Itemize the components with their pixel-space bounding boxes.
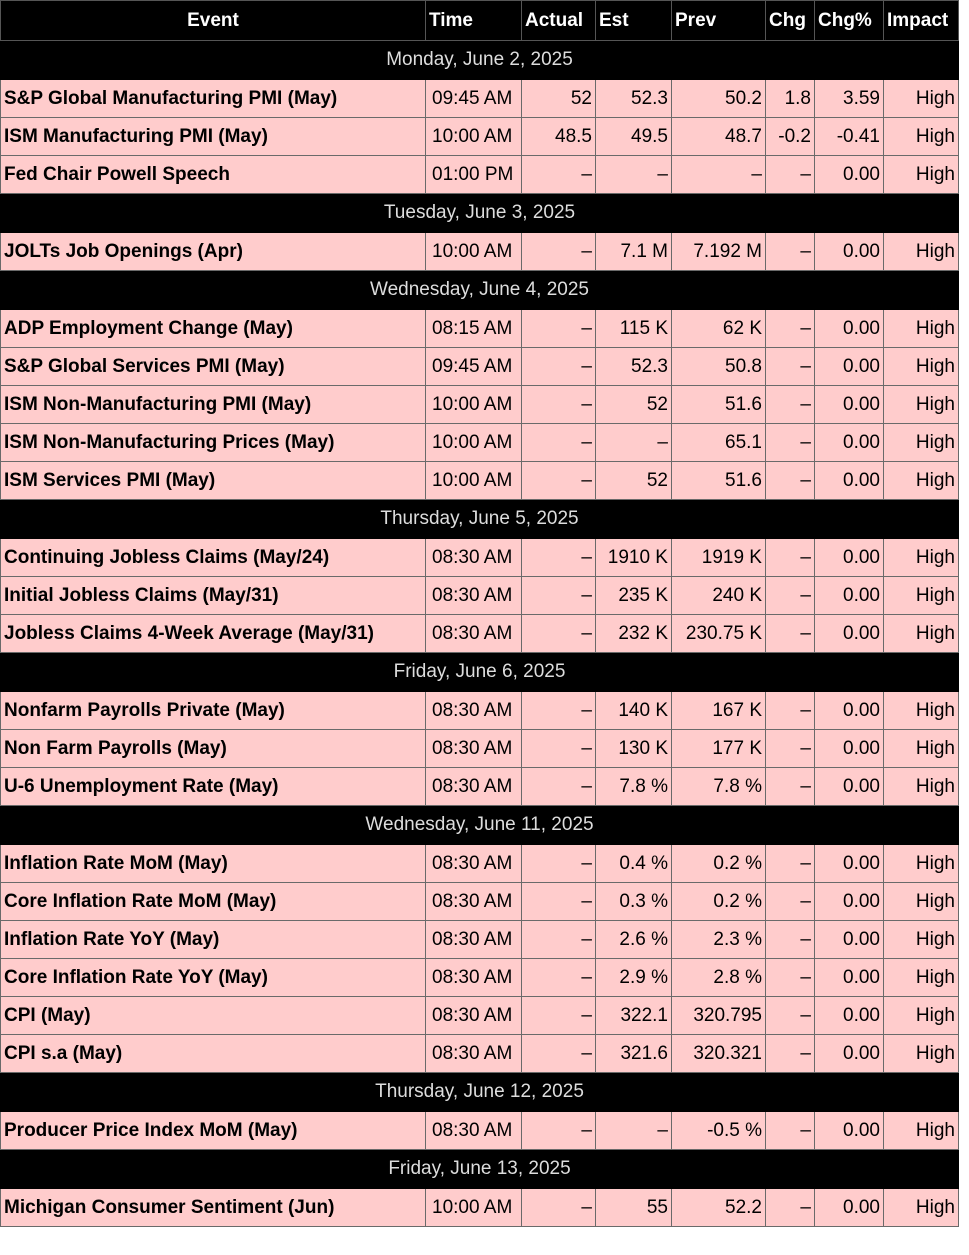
est-cell: 52: [596, 386, 672, 424]
actual-cell: –: [522, 156, 596, 194]
event-name-cell: ISM Non-Manufacturing Prices (May): [1, 424, 426, 462]
impact-cell: High: [884, 768, 959, 806]
actual-cell: –: [522, 233, 596, 271]
chg-cell: –: [766, 233, 815, 271]
est-cell: –: [596, 156, 672, 194]
impact-cell: High: [884, 1035, 959, 1073]
actual-cell: –: [522, 424, 596, 462]
impact-cell: High: [884, 883, 959, 921]
prev-cell: 50.8: [672, 348, 766, 386]
date-heading: Wednesday, June 4, 2025: [1, 271, 959, 310]
prev-cell: 51.6: [672, 386, 766, 424]
date-heading: Wednesday, June 11, 2025: [1, 806, 959, 845]
event-name-cell: Core Inflation Rate MoM (May): [1, 883, 426, 921]
impact-cell: High: [884, 462, 959, 500]
est-cell: –: [596, 1112, 672, 1150]
chg-pct-cell: 0.00: [815, 615, 884, 653]
table-row[interactable]: [1, 730, 959, 768]
table-row[interactable]: [1, 997, 959, 1035]
prev-cell: 240 K: [672, 577, 766, 615]
impact-cell: High: [884, 997, 959, 1035]
date-heading: Friday, June 13, 2025: [1, 1150, 959, 1189]
event-name-cell: ISM Services PMI (May): [1, 462, 426, 500]
impact-cell: High: [884, 577, 959, 615]
chg-pct-cell: 0.00: [815, 539, 884, 577]
table-row[interactable]: [1, 348, 959, 386]
actual-cell: –: [522, 730, 596, 768]
time-cell: 08:30 AM: [426, 883, 522, 921]
event-name-cell: Inflation Rate MoM (May): [1, 845, 426, 883]
chg-cell: –: [766, 1189, 815, 1227]
table-body: [1, 41, 959, 1227]
prev-cell: 62 K: [672, 310, 766, 348]
prev-cell: 51.6: [672, 462, 766, 500]
est-cell: 140 K: [596, 692, 672, 730]
time-cell: 08:30 AM: [426, 692, 522, 730]
table-header: [1, 1, 959, 41]
date-heading: Tuesday, June 3, 2025: [1, 194, 959, 233]
est-cell: 49.5: [596, 118, 672, 156]
time-cell: 08:30 AM: [426, 1035, 522, 1073]
actual-cell: –: [522, 615, 596, 653]
actual-cell: –: [522, 1112, 596, 1150]
prev-cell: 320.321: [672, 1035, 766, 1073]
prev-cell: 52.2: [672, 1189, 766, 1227]
chg-cell: –: [766, 386, 815, 424]
chg-pct-cell: 0.00: [815, 386, 884, 424]
chg-cell: –: [766, 310, 815, 348]
chg-pct-cell: 0.00: [815, 310, 884, 348]
event-name-cell: Fed Chair Powell Speech: [1, 156, 426, 194]
event-name-cell: Michigan Consumer Sentiment (Jun): [1, 1189, 426, 1227]
prev-cell: -0.5 %: [672, 1112, 766, 1150]
chg-pct-cell: 0.00: [815, 730, 884, 768]
time-cell: 10:00 AM: [426, 1189, 522, 1227]
impact-cell: High: [884, 730, 959, 768]
chg-pct-cell: 0.00: [815, 692, 884, 730]
est-cell: 115 K: [596, 310, 672, 348]
table-row[interactable]: [1, 386, 959, 424]
actual-cell: –: [522, 883, 596, 921]
prev-cell: 0.2 %: [672, 883, 766, 921]
prev-cell: 167 K: [672, 692, 766, 730]
time-cell: 08:30 AM: [426, 730, 522, 768]
table-row[interactable]: [1, 310, 959, 348]
event-name-cell: Producer Price Index MoM (May): [1, 1112, 426, 1150]
prev-cell: 7.8 %: [672, 768, 766, 806]
impact-cell: High: [884, 539, 959, 577]
time-cell: 10:00 AM: [426, 118, 522, 156]
time-cell: 08:15 AM: [426, 310, 522, 348]
header-impact[interactable]: Impact: [884, 1, 959, 41]
date-group-row: [1, 653, 959, 692]
table-row[interactable]: [1, 615, 959, 653]
actual-cell: –: [522, 768, 596, 806]
table-row[interactable]: [1, 959, 959, 997]
chg-pct-cell: 0.00: [815, 577, 884, 615]
date-group-row: [1, 1073, 959, 1112]
chg-cell: –: [766, 768, 815, 806]
time-cell: 10:00 AM: [426, 462, 522, 500]
actual-cell: –: [522, 577, 596, 615]
impact-cell: High: [884, 156, 959, 194]
date-group-row: [1, 500, 959, 539]
date-group-row: [1, 806, 959, 845]
event-name-cell: Continuing Jobless Claims (May/24): [1, 539, 426, 577]
est-cell: 52: [596, 462, 672, 500]
time-cell: 01:00 PM: [426, 156, 522, 194]
header-event[interactable]: Event: [1, 1, 426, 41]
table-row[interactable]: [1, 80, 959, 118]
actual-cell: –: [522, 997, 596, 1035]
chg-pct-cell: 0.00: [815, 1035, 884, 1073]
time-cell: 08:30 AM: [426, 577, 522, 615]
est-cell: 322.1: [596, 997, 672, 1035]
table-row[interactable]: [1, 462, 959, 500]
event-name-cell: ISM Non-Manufacturing PMI (May): [1, 386, 426, 424]
chg-pct-cell: 0.00: [815, 921, 884, 959]
event-name-cell: Initial Jobless Claims (May/31): [1, 577, 426, 615]
impact-cell: High: [884, 921, 959, 959]
impact-cell: High: [884, 386, 959, 424]
est-cell: 2.9 %: [596, 959, 672, 997]
table-row[interactable]: [1, 1189, 959, 1227]
header-prev[interactable]: Prev: [672, 1, 766, 41]
chg-pct-cell: 0.00: [815, 462, 884, 500]
chg-cell: –: [766, 462, 815, 500]
est-cell: 1910 K: [596, 539, 672, 577]
impact-cell: High: [884, 310, 959, 348]
chg-cell: –: [766, 730, 815, 768]
chg-cell: –: [766, 156, 815, 194]
date-heading: Friday, June 6, 2025: [1, 653, 959, 692]
chg-cell: –: [766, 424, 815, 462]
header-row: [1, 1, 959, 41]
impact-cell: High: [884, 348, 959, 386]
table-row[interactable]: [1, 424, 959, 462]
impact-cell: High: [884, 845, 959, 883]
chg-pct-cell: -0.41: [815, 118, 884, 156]
table-row[interactable]: [1, 883, 959, 921]
prev-cell: –: [672, 156, 766, 194]
impact-cell: High: [884, 118, 959, 156]
date-heading: Thursday, June 5, 2025: [1, 500, 959, 539]
event-name-cell: Jobless Claims 4-Week Average (May/31): [1, 615, 426, 653]
chg-cell: –: [766, 959, 815, 997]
time-cell: 09:45 AM: [426, 348, 522, 386]
est-cell: 52.3: [596, 80, 672, 118]
est-cell: 232 K: [596, 615, 672, 653]
prev-cell: 1919 K: [672, 539, 766, 577]
chg-cell: –: [766, 539, 815, 577]
prev-cell: 320.795: [672, 997, 766, 1035]
est-cell: 321.6: [596, 1035, 672, 1073]
chg-pct-cell: 0.00: [815, 348, 884, 386]
actual-cell: –: [522, 959, 596, 997]
impact-cell: High: [884, 615, 959, 653]
date-group-row: [1, 271, 959, 310]
date-group-row: [1, 194, 959, 233]
actual-cell: –: [522, 310, 596, 348]
actual-cell: 48.5: [522, 118, 596, 156]
actual-cell: –: [522, 348, 596, 386]
actual-cell: –: [522, 539, 596, 577]
event-name-cell: S&P Global Manufacturing PMI (May): [1, 80, 426, 118]
est-cell: 0.3 %: [596, 883, 672, 921]
chg-cell: –: [766, 1035, 815, 1073]
est-cell: 0.4 %: [596, 845, 672, 883]
prev-cell: 48.7: [672, 118, 766, 156]
impact-cell: High: [884, 233, 959, 271]
chg-pct-cell: 0.00: [815, 424, 884, 462]
chg-cell: –: [766, 577, 815, 615]
header-actual[interactable]: Actual: [522, 1, 596, 41]
date-heading: Monday, June 2, 2025: [1, 41, 959, 80]
chg-pct-cell: 3.59: [815, 80, 884, 118]
chg-pct-cell: 0.00: [815, 997, 884, 1035]
event-name-cell: Inflation Rate YoY (May): [1, 921, 426, 959]
table-row[interactable]: [1, 845, 959, 883]
table-row[interactable]: [1, 1035, 959, 1073]
actual-cell: –: [522, 921, 596, 959]
prev-cell: 177 K: [672, 730, 766, 768]
prev-cell: 0.2 %: [672, 845, 766, 883]
est-cell: 55: [596, 1189, 672, 1227]
prev-cell: 230.75 K: [672, 615, 766, 653]
chg-pct-cell: 0.00: [815, 156, 884, 194]
table-row[interactable]: [1, 118, 959, 156]
chg-cell: –: [766, 1112, 815, 1150]
actual-cell: –: [522, 1189, 596, 1227]
event-name-cell: Core Inflation Rate YoY (May): [1, 959, 426, 997]
event-name-cell: CPI s.a (May): [1, 1035, 426, 1073]
date-heading: Thursday, June 12, 2025: [1, 1073, 959, 1112]
chg-pct-cell: 0.00: [815, 845, 884, 883]
time-cell: 10:00 AM: [426, 386, 522, 424]
event-name-cell: Nonfarm Payrolls Private (May): [1, 692, 426, 730]
time-cell: 08:30 AM: [426, 997, 522, 1035]
chg-cell: –: [766, 348, 815, 386]
event-name-cell: JOLTs Job Openings (Apr): [1, 233, 426, 271]
chg-cell: –: [766, 921, 815, 959]
table-row[interactable]: [1, 233, 959, 271]
chg-cell: –: [766, 692, 815, 730]
chg-cell: –: [766, 997, 815, 1035]
time-cell: 08:30 AM: [426, 539, 522, 577]
event-name-cell: Non Farm Payrolls (May): [1, 730, 426, 768]
est-cell: 130 K: [596, 730, 672, 768]
prev-cell: 65.1: [672, 424, 766, 462]
impact-cell: High: [884, 80, 959, 118]
event-name-cell: ISM Manufacturing PMI (May): [1, 118, 426, 156]
actual-cell: 52: [522, 80, 596, 118]
actual-cell: –: [522, 462, 596, 500]
est-cell: 235 K: [596, 577, 672, 615]
est-cell: 2.6 %: [596, 921, 672, 959]
chg-cell: -0.2: [766, 118, 815, 156]
table-row[interactable]: [1, 692, 959, 730]
chg-cell: –: [766, 845, 815, 883]
chg-cell: 1.8: [766, 80, 815, 118]
chg-pct-cell: 0.00: [815, 959, 884, 997]
actual-cell: –: [522, 845, 596, 883]
table-row[interactable]: [1, 921, 959, 959]
time-cell: 08:30 AM: [426, 1112, 522, 1150]
header-chg-pct[interactable]: Chg%: [815, 1, 884, 41]
table-row[interactable]: [1, 577, 959, 615]
table-row[interactable]: [1, 156, 959, 194]
chg-pct-cell: 0.00: [815, 1112, 884, 1150]
chg-cell: –: [766, 883, 815, 921]
event-name-cell: ADP Employment Change (May): [1, 310, 426, 348]
actual-cell: –: [522, 386, 596, 424]
date-group-row: [1, 1150, 959, 1189]
event-name-cell: CPI (May): [1, 997, 426, 1035]
prev-cell: 50.2: [672, 80, 766, 118]
time-cell: 08:30 AM: [426, 959, 522, 997]
date-group-row: [1, 41, 959, 80]
time-cell: 10:00 AM: [426, 233, 522, 271]
chg-pct-cell: 0.00: [815, 883, 884, 921]
prev-cell: 2.8 %: [672, 959, 766, 997]
time-cell: 08:30 AM: [426, 921, 522, 959]
time-cell: 10:00 AM: [426, 424, 522, 462]
header-time[interactable]: Time: [426, 1, 522, 41]
impact-cell: High: [884, 424, 959, 462]
table-row[interactable]: [1, 768, 959, 806]
table-row[interactable]: [1, 1112, 959, 1150]
prev-cell: 7.192 M: [672, 233, 766, 271]
impact-cell: High: [884, 959, 959, 997]
impact-cell: High: [884, 692, 959, 730]
chg-pct-cell: 0.00: [815, 1189, 884, 1227]
time-cell: 08:30 AM: [426, 615, 522, 653]
header-chg[interactable]: Chg: [766, 1, 815, 41]
impact-cell: High: [884, 1112, 959, 1150]
time-cell: 09:45 AM: [426, 80, 522, 118]
prev-cell: 2.3 %: [672, 921, 766, 959]
event-name-cell: S&P Global Services PMI (May): [1, 348, 426, 386]
table-row[interactable]: [1, 539, 959, 577]
est-cell: –: [596, 424, 672, 462]
chg-cell: –: [766, 615, 815, 653]
est-cell: 7.1 M: [596, 233, 672, 271]
chg-pct-cell: 0.00: [815, 768, 884, 806]
header-est[interactable]: Est: [596, 1, 672, 41]
est-cell: 7.8 %: [596, 768, 672, 806]
chg-pct-cell: 0.00: [815, 233, 884, 271]
est-cell: 52.3: [596, 348, 672, 386]
event-name-cell: U-6 Unemployment Rate (May): [1, 768, 426, 806]
impact-cell: High: [884, 1189, 959, 1227]
actual-cell: –: [522, 1035, 596, 1073]
actual-cell: –: [522, 692, 596, 730]
time-cell: 08:30 AM: [426, 845, 522, 883]
time-cell: 08:30 AM: [426, 768, 522, 806]
